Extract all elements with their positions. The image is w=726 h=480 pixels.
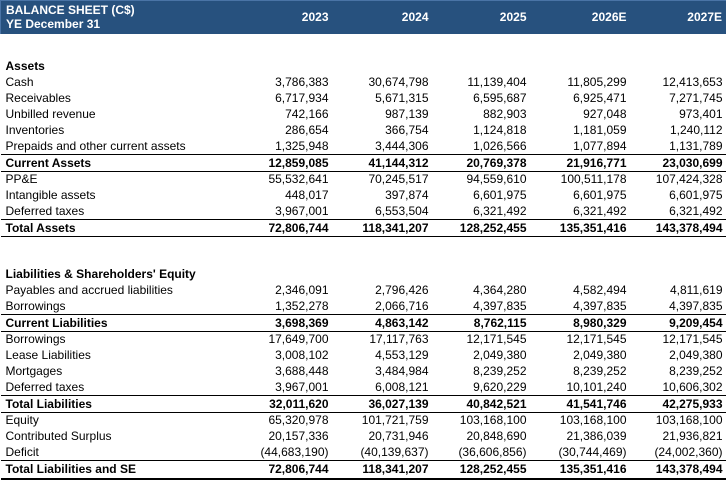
value-cell: 4,397,835 — [473, 298, 527, 313]
subtotal-row — [1, 396, 726, 413]
value-cell: 2,049,380 — [473, 348, 527, 362]
value-cell: 366,754 — [385, 123, 429, 137]
value-cell: 107,424,328 — [655, 172, 723, 187]
row-label: Current Liabilities — [1, 315, 236, 332]
value-cell: 65,320,978 — [268, 413, 329, 428]
value-cell: 128,252,455 — [433, 220, 531, 237]
value-cell: 143,378,494 — [631, 220, 726, 237]
row-label: Intangible assets — [5, 188, 96, 202]
value-cell: 6,601,975 — [573, 188, 627, 202]
value-cell — [333, 59, 433, 75]
item-row — [1, 204, 726, 220]
item-row — [1, 75, 726, 91]
row-label: PP&E — [5, 172, 38, 187]
subtotal-row — [1, 220, 726, 237]
value-cell: 3,484,984 — [375, 364, 429, 378]
value-cell: 12,413,653 — [662, 75, 723, 89]
value-cell: 4,553,129 — [375, 348, 429, 362]
value-cell — [531, 59, 631, 75]
row-label: Payables and accrued liabilities — [5, 283, 173, 297]
value-cell: 987,139 — [385, 107, 429, 121]
value-cell: 72,806,744 — [236, 220, 333, 237]
value-cell: 6,321,492 — [669, 203, 723, 218]
item-row — [1, 139, 726, 155]
item-row — [1, 283, 726, 299]
value-cell: 1,325,948 — [275, 138, 329, 153]
subtotal-row — [1, 315, 726, 332]
value-cell: 286,654 — [285, 123, 329, 137]
value-cell: 3,688,448 — [275, 364, 329, 378]
value-cell: 3,967,001 — [275, 203, 329, 218]
value-cell — [433, 267, 531, 283]
value-cell: 17,117,763 — [369, 332, 429, 347]
value-cell: 100,511,178 — [560, 172, 627, 187]
value-cell: 6,553,504 — [375, 203, 429, 218]
value-cell: 927,048 — [583, 107, 627, 121]
value-cell: 55,532,641 — [268, 172, 329, 187]
value-cell: 4,863,142 — [333, 315, 433, 332]
value-cell: 20,731,946 — [368, 429, 429, 443]
item-row — [1, 348, 726, 364]
sheet-title: BALANCE SHEET (C$) — [6, 3, 135, 18]
row-label: Liabilities & Shareholders' Equity — [5, 267, 196, 281]
value-cell: 6,321,492 — [573, 203, 627, 218]
value-cell: 8,239,252 — [473, 364, 527, 378]
row-label: Current Assets — [1, 155, 236, 172]
value-cell: 4,397,835 — [573, 298, 627, 313]
value-cell: 5,671,315 — [375, 91, 429, 105]
value-cell — [531, 267, 631, 283]
value-cell: 11,139,404 — [467, 75, 527, 89]
row-label: Borrowings — [5, 298, 66, 313]
sheet-title-block — [1, 1, 236, 34]
item-row — [1, 445, 726, 461]
column-header-2027e: 2027E — [631, 1, 726, 34]
value-cell: 103,168,100 — [459, 413, 527, 428]
item-row — [1, 107, 726, 123]
value-cell: 1,077,894 — [573, 138, 627, 153]
value-cell: 397,874 — [385, 188, 429, 202]
row-label: Prepaids and other current assets — [5, 138, 186, 153]
item-row — [1, 429, 726, 445]
value-cell: 10,101,240 — [566, 379, 627, 394]
row-label: Assets — [5, 59, 45, 73]
spacer-row — [1, 237, 726, 267]
value-cell: 17,649,700 — [268, 332, 329, 347]
value-cell: 1,124,818 — [473, 123, 527, 137]
value-cell: 20,848,690 — [466, 429, 527, 443]
value-cell: 12,859,085 — [236, 155, 333, 172]
item-row — [1, 123, 726, 139]
value-cell — [631, 267, 726, 283]
value-cell: 6,008,121 — [375, 379, 429, 394]
value-cell: 72,806,744 — [236, 461, 333, 479]
value-cell: 103,168,100 — [559, 413, 627, 428]
item-row — [1, 364, 726, 380]
value-cell: 103,168,100 — [655, 413, 723, 428]
value-cell: 9,209,454 — [631, 315, 726, 332]
value-cell: 2,346,091 — [275, 283, 329, 297]
value-cell: 8,762,115 — [433, 315, 531, 332]
value-cell: 2,066,716 — [375, 298, 429, 313]
row-label: Mortgages — [5, 364, 63, 378]
value-cell: 6,601,975 — [669, 188, 723, 202]
value-cell: 42,275,933 — [631, 396, 726, 413]
row-label: Borrowings — [5, 332, 66, 347]
row-label: Deferred taxes — [5, 379, 85, 394]
value-cell: 135,351,416 — [531, 220, 631, 237]
value-cell: 128,252,455 — [433, 461, 531, 479]
section-row — [1, 59, 726, 75]
value-cell: 118,341,207 — [333, 220, 433, 237]
value-cell: (36,606,856) — [458, 444, 527, 459]
row-label: Deferred taxes — [5, 203, 85, 218]
value-cell — [236, 59, 333, 75]
column-header-2025: 2025 — [433, 1, 531, 34]
row-label: Deficit — [5, 444, 39, 459]
value-cell: 21,386,039 — [566, 429, 627, 443]
value-cell: 70,245,517 — [368, 172, 429, 187]
value-cell: 3,698,369 — [236, 315, 333, 332]
value-cell: 8,239,252 — [573, 364, 627, 378]
value-cell: 41,144,312 — [333, 155, 433, 172]
row-label: Contributed Surplus — [5, 429, 112, 443]
value-cell: 10,606,302 — [662, 379, 723, 394]
value-cell: 742,166 — [285, 107, 329, 121]
value-cell: 12,171,545 — [466, 332, 527, 347]
row-label: Receivables — [5, 91, 71, 105]
item-row — [1, 380, 726, 396]
spacer-cell — [1, 237, 726, 267]
item-row — [1, 413, 726, 429]
value-cell: 21,916,771 — [531, 155, 631, 172]
value-cell: 2,049,380 — [669, 348, 723, 362]
value-cell: 135,351,416 — [531, 461, 631, 479]
value-cell: 1,240,112 — [670, 123, 723, 137]
item-row — [1, 172, 726, 188]
value-cell: 94,559,610 — [466, 172, 527, 187]
row-label: Total Assets — [1, 220, 236, 237]
row-label: Unbilled revenue — [5, 107, 96, 121]
value-cell: 12,171,545 — [662, 332, 723, 347]
value-cell: 40,842,521 — [433, 396, 531, 413]
table-body — [1, 34, 726, 479]
item-row — [1, 188, 726, 204]
row-label: Lease Liabilities — [5, 348, 91, 362]
value-cell: (30,744,469) — [558, 444, 627, 459]
total-row — [1, 461, 726, 479]
sheet-subtitle: YE December 31 — [6, 17, 101, 32]
item-row — [1, 299, 726, 315]
value-cell: 6,717,934 — [275, 91, 329, 105]
column-header-2026e: 2026E — [531, 1, 631, 34]
value-cell: 8,239,252 — [669, 364, 723, 378]
value-cell: 21,936,821 — [662, 429, 723, 443]
value-cell: 101,721,759 — [361, 413, 429, 428]
value-cell: 882,903 — [483, 107, 527, 121]
value-cell: 4,811,619 — [670, 283, 723, 297]
column-header-2024: 2024 — [333, 1, 433, 34]
value-cell — [333, 267, 433, 283]
value-cell: 7,271,745 — [669, 91, 723, 105]
value-cell: 2,796,426 — [375, 283, 429, 297]
item-row — [1, 91, 726, 107]
value-cell: 23,030,699 — [631, 155, 726, 172]
value-cell: 1,026,566 — [473, 138, 527, 153]
value-cell: 143,378,494 — [631, 461, 726, 479]
value-cell: 3,967,001 — [275, 379, 329, 394]
value-cell: 6,321,492 — [473, 203, 527, 218]
value-cell: 1,181,059 — [573, 123, 627, 137]
section-row — [1, 267, 726, 283]
value-cell: 1,352,278 — [275, 298, 329, 313]
value-cell: 41,541,746 — [531, 396, 631, 413]
value-cell: 3,786,383 — [275, 75, 329, 89]
subtotal-row — [1, 155, 726, 172]
value-cell: 4,364,280 — [473, 283, 527, 297]
value-cell — [236, 267, 333, 283]
value-cell: 2,049,380 — [573, 348, 627, 362]
header-row — [1, 1, 726, 34]
value-cell: (40,139,637) — [360, 444, 429, 459]
value-cell — [433, 59, 531, 75]
row-label: Total Liabilities and SE — [1, 461, 236, 479]
value-cell: 8,980,329 — [531, 315, 631, 332]
value-cell: 9,620,229 — [473, 379, 527, 394]
value-cell — [631, 59, 726, 75]
value-cell: 36,027,139 — [333, 396, 433, 413]
value-cell: 118,341,207 — [333, 461, 433, 479]
value-cell: 448,017 — [285, 188, 329, 202]
value-cell: 1,131,789 — [669, 138, 723, 153]
value-cell: 3,008,102 — [275, 348, 329, 362]
row-label: Cash — [5, 75, 34, 89]
value-cell: 3,444,306 — [375, 138, 429, 153]
value-cell: 20,157,336 — [268, 429, 329, 443]
column-header-2023: 2023 — [236, 1, 333, 34]
row-label: Total Liabilities — [1, 396, 236, 413]
value-cell: 32,011,620 — [236, 396, 333, 413]
value-cell: (24,002,360) — [654, 444, 723, 459]
row-label: Equity — [5, 413, 39, 428]
row-label: Inventories — [5, 123, 65, 137]
spacer-cell — [1, 34, 726, 59]
value-cell: 973,401 — [679, 107, 723, 121]
value-cell: 6,595,687 — [473, 91, 527, 105]
topspacer-row — [1, 34, 726, 59]
value-cell: 6,925,471 — [573, 91, 627, 105]
item-row — [1, 332, 726, 348]
value-cell: 30,674,798 — [368, 75, 429, 89]
value-cell: 12,171,545 — [566, 332, 627, 347]
value-cell: 6,601,975 — [473, 188, 527, 202]
value-cell: 11,805,299 — [567, 75, 627, 89]
value-cell: 4,397,835 — [669, 298, 723, 313]
value-cell: 4,582,494 — [573, 283, 627, 297]
value-cell: 20,769,378 — [433, 155, 531, 172]
value-cell: (44,683,190) — [260, 444, 329, 459]
